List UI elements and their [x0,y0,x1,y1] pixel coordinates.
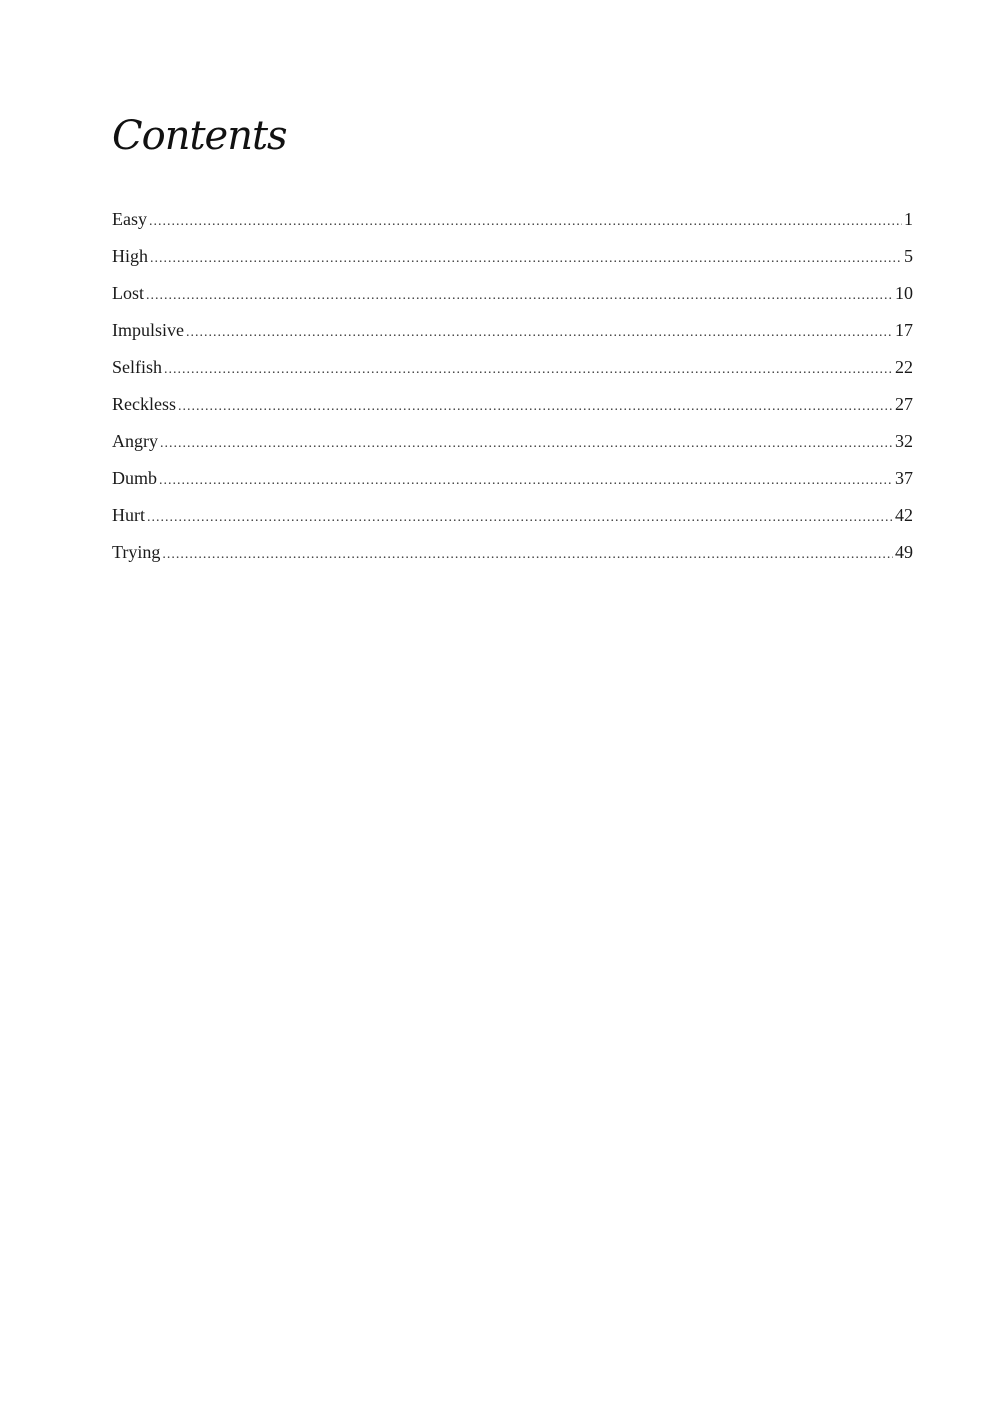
toc-entry-selfish[interactable] [112,353,913,390]
page-title: Contents [112,113,287,159]
toc-entry-page-number: 22 [895,357,913,377]
dot-leader [160,430,893,458]
toc-entry-label: Trying [112,542,161,562]
toc-entry-label: Hurt [112,505,145,525]
toc-entry-label: Angry [112,431,158,451]
toc-entry-label: Selfish [112,357,163,377]
toc-entry-label: Impulsive [112,320,184,340]
toc-entry-lost[interactable] [112,279,913,316]
dot-leader [147,504,893,532]
toc-entry-page-number: 5 [904,246,913,266]
toc-entry-impulsive[interactable] [112,316,913,353]
toc-entry-label: Easy [112,209,147,229]
toc-entry-label: High [112,246,148,266]
dot-leader [162,541,893,569]
toc-entry-page-number: 32 [895,431,913,451]
toc-entry-page-number: 1 [904,209,913,229]
dot-leader [178,393,893,421]
dot-leader [164,356,893,384]
toc-entry-angry[interactable] [112,427,913,464]
toc-entry-easy[interactable] [112,205,913,242]
dot-leader [146,282,893,310]
toc-entry-page-number: 37 [895,468,913,488]
dot-leader [149,208,902,236]
toc-entry-trying[interactable] [112,538,913,575]
toc-entry-dumb[interactable] [112,464,913,501]
toc-entry-hurt[interactable] [112,501,913,538]
toc-entry-page-number: 10 [895,283,913,303]
table-of-contents [112,205,913,575]
dot-leader [159,467,893,495]
toc-entry-page-number: 27 [895,394,913,414]
toc-entry-label: Reckless [112,394,176,414]
dot-leader [186,319,893,347]
toc-entry-label: Lost [112,283,145,303]
toc-entry-page-number: 42 [895,505,913,525]
toc-entry-label: Dumb [112,468,157,488]
toc-entry-page-number: 49 [895,542,913,562]
toc-entry-high[interactable] [112,242,913,279]
toc-entry-page-number: 17 [895,320,913,340]
dot-leader [150,245,902,273]
toc-entry-reckless[interactable] [112,390,913,427]
